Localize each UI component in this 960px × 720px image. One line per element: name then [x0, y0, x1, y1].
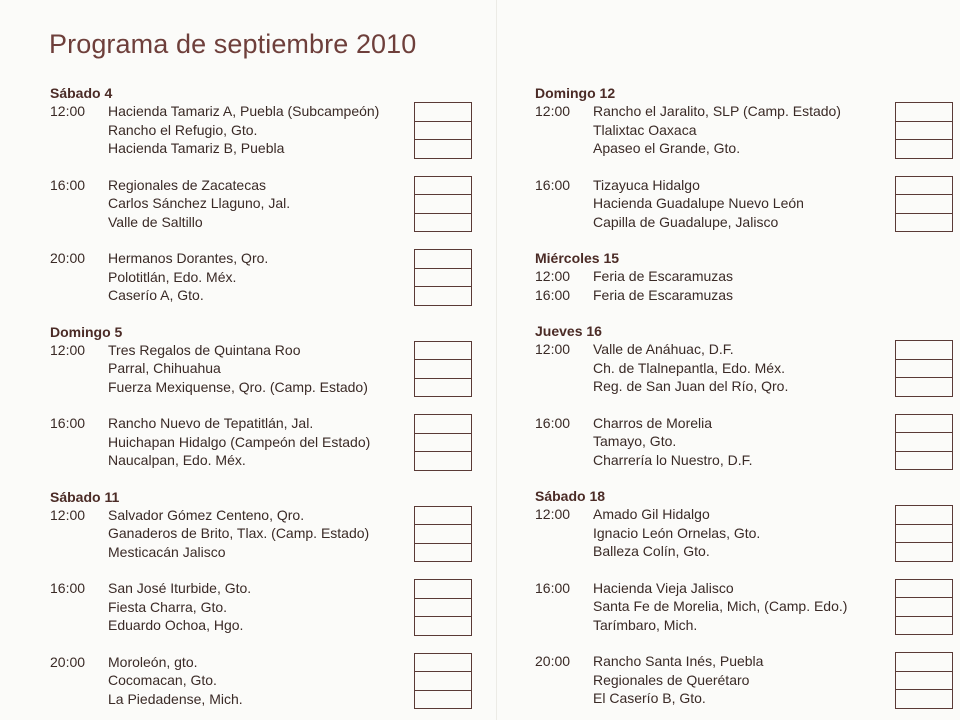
team-name: Ch. de Tlalnepantla, Edo. Méx. — [593, 359, 785, 376]
day-spacer — [535, 231, 955, 249]
team-row — [108, 690, 475, 709]
score-box — [895, 121, 953, 140]
time-slot — [50, 579, 475, 635]
day-spacer — [535, 304, 955, 322]
slot-spacer — [50, 231, 475, 249]
time-slot — [50, 341, 475, 397]
team-name: Naucalpan, Edo. Méx. — [108, 452, 246, 468]
score-box — [895, 524, 953, 543]
team-name: Feria de Escaramuzas — [593, 268, 734, 284]
team-row — [593, 340, 955, 359]
team-list — [108, 176, 475, 232]
team-name: San José Iturbide, Gto. — [108, 580, 252, 596]
team-name: Polotitlán, Edo. Méx. — [108, 268, 237, 285]
team-list — [108, 579, 475, 635]
score-box — [414, 543, 472, 563]
team-name: Valle de Anáhuac, D.F. — [593, 341, 734, 357]
team-row — [108, 359, 475, 378]
team-row — [108, 121, 475, 140]
team-row — [593, 524, 955, 543]
team-list — [593, 286, 955, 305]
score-box — [414, 598, 472, 617]
team-list — [593, 652, 955, 708]
slot-time: 16:00 — [50, 580, 86, 596]
team-name: Feria de Escaramuzas — [593, 286, 734, 303]
slot-time: 12:00 — [535, 341, 571, 357]
slot-time: 16:00 — [50, 415, 86, 431]
score-box — [895, 689, 953, 709]
team-row — [108, 249, 475, 268]
time-slot — [50, 506, 475, 562]
schedule-column-right — [535, 84, 955, 708]
team-row — [593, 689, 955, 708]
time-slot — [535, 652, 955, 708]
team-list — [593, 505, 955, 561]
slot-time: 16:00 — [535, 579, 571, 596]
score-box — [895, 652, 953, 671]
team-name: La Piedadense, Mich. — [108, 690, 243, 707]
slot-spacer — [50, 635, 475, 653]
score-box — [414, 121, 472, 140]
slot-spacer — [50, 158, 475, 176]
team-row — [108, 139, 475, 158]
score-box — [895, 414, 953, 433]
team-list — [593, 579, 955, 635]
slot-time: 16:00 — [535, 286, 571, 303]
score-box — [414, 378, 472, 398]
team-name: Tres Regalos de Quintana Roo — [108, 341, 301, 358]
team-row — [593, 377, 955, 396]
team-name: Moroleón, gto. — [108, 653, 198, 670]
score-box — [895, 542, 953, 562]
team-list — [593, 176, 955, 232]
team-name: Reg. de San Juan del Río, Qro. — [593, 378, 789, 394]
slot-time: 12:00 — [50, 506, 86, 523]
team-name: Ignacio León Ornelas, Gto. — [593, 524, 761, 541]
team-row — [593, 213, 955, 232]
score-box — [414, 524, 472, 543]
day-heading: Domingo 12 — [535, 85, 616, 101]
score-box — [414, 359, 472, 378]
slot-time: 12:00 — [50, 103, 86, 119]
team-name: Rancho el Jaralito, SLP (Camp. Estado) — [593, 103, 841, 119]
team-row — [593, 652, 955, 671]
slot-spacer — [535, 634, 955, 652]
score-box — [414, 653, 472, 672]
score-box — [895, 139, 953, 159]
time-slot — [535, 102, 955, 158]
score-box — [414, 579, 472, 598]
team-list — [108, 102, 475, 158]
page-fold — [496, 0, 497, 720]
team-name: Hacienda Tamariz B, Puebla — [108, 140, 285, 156]
team-row — [593, 451, 955, 470]
score-box — [895, 671, 953, 690]
slot-time: 12:00 — [535, 268, 571, 284]
team-row — [593, 359, 955, 378]
day-heading: Domingo 5 — [50, 323, 123, 340]
team-row — [593, 597, 955, 616]
team-name: Capilla de Guadalupe, Jalisco — [593, 213, 779, 230]
score-box — [414, 286, 472, 306]
slot-time: 16:00 — [535, 414, 571, 431]
team-name: Mesticacán Jalisco — [108, 543, 226, 560]
day-heading: Miércoles 15 — [535, 250, 620, 266]
team-name: Salvador Gómez Centeno, Qro. — [108, 506, 305, 523]
score-box — [895, 213, 953, 233]
team-row — [593, 579, 955, 598]
score-box — [414, 616, 472, 636]
score-box — [895, 340, 953, 359]
slot-time: 12:00 — [535, 103, 571, 119]
score-box — [414, 341, 472, 360]
team-row — [593, 121, 955, 140]
score-box — [414, 194, 472, 213]
team-row — [108, 543, 475, 562]
score-box — [414, 213, 472, 233]
team-row — [108, 286, 475, 305]
team-row — [108, 671, 475, 690]
score-box — [414, 139, 472, 159]
team-name: Hermanos Dorantes, Qro. — [108, 250, 269, 266]
slot-spacer — [535, 396, 955, 414]
day-spacer — [50, 470, 475, 488]
team-name: Parral, Chihuahua — [108, 360, 221, 376]
team-name: Eduardo Ochoa, Hgo. — [108, 617, 244, 633]
team-name: Charrería lo Nuestro, D.F. — [593, 451, 753, 468]
team-name: Fiesta Charra, Gto. — [108, 598, 228, 615]
team-list — [108, 653, 475, 709]
score-box — [414, 433, 472, 452]
score-box — [895, 451, 953, 471]
slot-time: 16:00 — [535, 176, 571, 193]
schedule-column-left — [50, 84, 475, 708]
score-box — [414, 506, 472, 525]
team-name: Cocomacan, Gto. — [108, 672, 217, 688]
time-slot — [535, 505, 955, 561]
score-box — [895, 102, 953, 121]
team-name: Fuerza Mexiquense, Qro. (Camp. Estado) — [108, 378, 368, 395]
team-row — [108, 506, 475, 525]
team-row — [593, 671, 955, 690]
slot-spacer — [535, 561, 955, 579]
time-slot — [50, 176, 475, 232]
team-row — [108, 378, 475, 397]
team-name: Charros de Morelia — [593, 414, 713, 431]
team-name: Rancho el Refugio, Gto. — [108, 121, 258, 138]
day-spacer — [50, 305, 475, 323]
score-box — [895, 359, 953, 378]
team-row — [593, 542, 955, 561]
team-row — [593, 194, 955, 213]
team-name: Regionales de Zacatecas — [108, 176, 266, 193]
team-name: Rancho Santa Inés, Puebla — [593, 653, 764, 669]
day-heading: Sábado 18 — [535, 488, 606, 504]
score-box — [414, 268, 472, 287]
team-name: Santa Fe de Morelia, Mich, (Camp. Edo.) — [593, 598, 848, 614]
team-row — [593, 176, 955, 195]
team-list — [108, 341, 475, 397]
team-name: Valle de Saltillo — [108, 213, 203, 230]
team-row — [593, 432, 955, 451]
team-row — [108, 194, 475, 213]
score-box — [414, 176, 472, 195]
team-row — [593, 286, 955, 305]
team-row — [108, 433, 475, 452]
time-slot — [535, 286, 955, 305]
time-slot — [535, 414, 955, 470]
slot-spacer — [50, 561, 475, 579]
time-slot — [535, 340, 955, 396]
team-name: Ganaderos de Brito, Tlax. (Camp. Estado) — [108, 525, 370, 541]
score-box — [895, 616, 953, 636]
team-name: Huichapan Hidalgo (Campeón del Estado) — [108, 433, 371, 450]
slot-time: 20:00 — [50, 250, 86, 266]
team-row — [108, 176, 475, 195]
score-box — [895, 597, 953, 616]
time-slot — [50, 249, 475, 305]
day-heading: Jueves 16 — [535, 323, 602, 339]
team-row — [108, 341, 475, 360]
team-row — [593, 616, 955, 635]
team-name: Apaseo el Grande, Gto. — [593, 140, 741, 156]
team-name: Tamayo, Gto. — [593, 433, 677, 449]
slot-time: 12:00 — [535, 506, 571, 522]
score-box — [414, 451, 472, 471]
team-row — [593, 505, 955, 524]
team-list — [108, 249, 475, 305]
team-name: Hacienda Tamariz A, Puebla (Subcampeón) — [108, 103, 380, 119]
score-box — [414, 690, 472, 710]
team-row — [108, 451, 475, 470]
team-list — [593, 102, 955, 158]
team-list — [593, 267, 955, 286]
slot-spacer — [50, 396, 475, 414]
time-slot — [535, 176, 955, 232]
score-box — [414, 249, 472, 268]
score-box — [895, 579, 953, 598]
team-name: Tarímbaro, Mich. — [593, 616, 698, 633]
team-row — [108, 579, 475, 598]
slot-spacer — [535, 158, 955, 176]
score-box — [895, 432, 953, 451]
score-box — [414, 102, 472, 121]
team-name: Amado Gil Hidalgo — [593, 506, 710, 522]
day-heading: Sábado 11 — [50, 488, 120, 505]
day-spacer — [535, 469, 955, 487]
time-slot — [50, 653, 475, 709]
team-row — [108, 598, 475, 617]
time-slot — [535, 579, 955, 635]
team-row — [593, 139, 955, 158]
slot-time: 16:00 — [50, 176, 86, 193]
day-heading: Sábado 4 — [50, 85, 113, 101]
team-row — [108, 268, 475, 287]
time-slot — [50, 414, 475, 470]
team-name: Regionales de Querétaro — [593, 671, 750, 688]
team-name: Tlalixtac Oaxaca — [593, 121, 697, 138]
team-row — [593, 102, 955, 121]
team-name: Hacienda Guadalupe Nuevo León — [593, 195, 804, 211]
team-row — [108, 414, 475, 433]
time-slot — [50, 102, 475, 158]
slot-time: 20:00 — [535, 653, 571, 669]
team-name: El Caserío B, Gto. — [593, 690, 706, 706]
team-row — [108, 653, 475, 672]
score-box — [414, 671, 472, 690]
score-box — [895, 194, 953, 213]
page-title: Programa de septiembre 2010 — [49, 29, 417, 59]
team-name: Balleza Colín, Gto. — [593, 543, 710, 559]
team-row — [593, 414, 955, 433]
score-box — [895, 505, 953, 524]
team-name: Hacienda Vieja Jalisco — [593, 579, 734, 596]
team-row — [108, 524, 475, 543]
slot-time: 12:00 — [50, 341, 86, 358]
score-box — [414, 414, 472, 433]
score-box — [895, 176, 953, 195]
team-name: Tizayuca Hidalgo — [593, 176, 700, 193]
team-row — [108, 102, 475, 121]
score-box — [895, 377, 953, 397]
team-row — [108, 213, 475, 232]
team-row — [108, 616, 475, 635]
team-name: Caserío A, Gto. — [108, 287, 204, 303]
team-row — [593, 267, 955, 286]
team-name: Carlos Sánchez Llaguno, Jal. — [108, 195, 291, 211]
team-list — [108, 414, 475, 470]
team-name: Rancho Nuevo de Tepatitlán, Jal. — [108, 415, 314, 431]
team-list — [593, 340, 955, 396]
slot-time: 20:00 — [50, 653, 86, 670]
team-list — [593, 414, 955, 470]
time-slot — [535, 267, 955, 286]
team-list — [108, 506, 475, 562]
